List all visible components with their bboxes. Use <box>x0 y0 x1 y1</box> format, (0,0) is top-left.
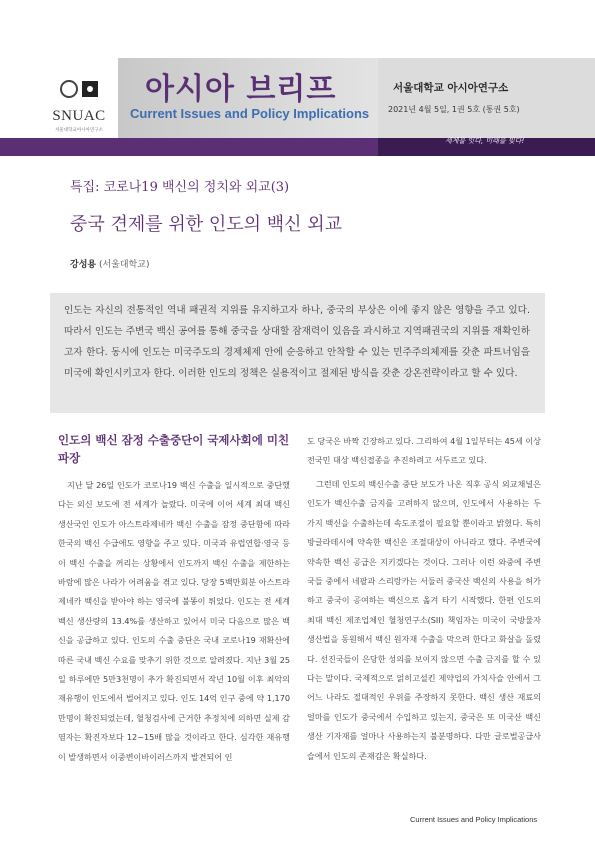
right-column-paragraph-2: 그런데 인도의 백신수출 중단 보도가 나온 직후 공식 외교채널은 인도가 백신수출 금지를 고려하지 않으며, 인도에서 사용하는 두 가지 백신을 수출하는데 속도조절이 필요할 뿐이라고 밝혔다. 특히 방글라데시에 약속한 백신은 조절대상이 아니라고 했다. 주변국에 약속한 백신 공급은 지키겠다는 것이다. 그러나 이런 와중에 주변국들 중에서 네팔과 스리랑카는 서둘러 중국산 백신의 사용을 허가하고 중국이 공여하는 백신으로 옮겨 타기 시작했다. 한편 인도의 최대 백신 제조업체인 혈청연구소(SII) 책임자는 미국이 국방물자생산법을 동원해서 백신 원자재 수출을 막으려 한다고 화살을 돌렸다. 선진국들이 은당한 성의를 보이지 않으면 수출 금지를 할 수 있다는 말이다. 국제적으로 얽히고설킨 제약업의 가치사슬 안에서 그 어느 나라도 절대적인 우위를 주장하지 못한다. 백신 생산 재료의 얼마를 인도가 중국에서 수입하고 있는지, 중국은 또 미국산 백신 생산 기자재를 얼마나 사용하는지 불분명하다. 다만 글로벌공급사슬에서 인도의 존재감은 확실하다. <box>307 479 541 761</box>
right-column-paragraph-1: 도 당국은 바짝 긴장하고 있다. 그리하여 4월 1일부터는 45세 이상 전국민 대상 백신접종을 추진하려고 서두르고 있다. <box>307 436 541 466</box>
section-heading: 인도의 백신 잠정 수출중단이 국제사회에 미친 파장 <box>58 433 290 465</box>
author-affiliation: (서울대학교) <box>98 260 150 270</box>
abstract-box <box>50 293 545 413</box>
masthead-info-panel <box>378 58 595 138</box>
author-line <box>70 257 149 270</box>
logo-mark <box>60 80 98 106</box>
abstract-text: 인도는 자신의 전통적인 역내 패권적 지위를 유지하고자 하나, 중국의 부상은 이에 좋지 않은 영향을 주고 있다. 따라서 인도는 주변국 백신 공여를 통해 중국을 상대할 잠재력이 있음을 과시하고 지역패권국의 지위를 재확인하고자 한다. 동시에 인도는 미국주도의 경제체제 안에 순응하고 안착할 수 있는 민주주의체제를 갖춘 파트너임을 미국에 확인시키고자 한다. 이러한 인도의 정책은 실용적이고 절제된 방식을 갖춘 강온전략이라고 할 수 있다. <box>64 305 530 379</box>
article-title: 중국 견제를 위한 인도의 백신 외교 <box>70 214 343 235</box>
snuac-logo <box>40 80 118 150</box>
brief-title: 아시아 브리프 <box>145 72 337 107</box>
institute-emblem-icon <box>82 81 98 97</box>
page-footer: Current Issues and Policy Implications <box>410 815 538 824</box>
special-series-label: 특집: 코로나19 백신의 정치와 외교(3) <box>70 180 290 195</box>
university-seal-icon <box>60 80 78 98</box>
logo-text: SNUAC <box>52 108 106 124</box>
author-name: 강성용 <box>70 260 97 270</box>
issue-info: 2021년 4월 5일, 1권 5호 (통권 5호) <box>388 105 520 114</box>
left-column-paragraph: 지난 달 26일 인도가 코로나19 백신 수출을 일시적으로 중단했다는 외신 보도에 전 세계가 놀랐다. 미국에 이어 세계 최대 백신 생산국인 인도가 아스트라제네카 백신 수출을 잠정 중단함에 따라 한국의 백신 수급에도 영향을 주고 있다. 미국과 유럽연합·영국 등이 백신 수출을 꺼리는 상황에서 인도까지 백신 수출을 제한하는 바람에 많은 나라가 어려움을 겪고 있다. 당장 5백만회분 아스트라제네카 백신을 받아야 하는 영국에 불똥이 튀었다. 인도는 전 세계 백신 생산량의 13.4%를 생산하고 있어서 미국 다음으로 많은 백신을 공급하고 있다. 인도의 수출 중단은 국내 코로나19 재확산에 따른 국내 백신 수요를 맞추기 위한 것으로 알려졌다. 지난 3월 25일 하루에만 5만3천명이 추가 확진되면서 작년 10월 이후 최악의 재유행이 인도에서 벌어지고 있다. 인도 14억 인구 중에 약 1,170만명이 확진되었는데, 혈청검사에 근거한 추정치에 의하면 실제 감염자는 확진자보다 12~15배 많을 것이라고 한다. 심각한 재유행이 발생하면서 이중변이바이러스까지 발견되어 인 <box>58 480 290 762</box>
institute-name: 서울대학교 아시아연구소 <box>393 82 509 94</box>
motto: 세계를 잇다, 미래를 빚다! <box>445 137 525 145</box>
brief-subtitle: Current Issues and Policy Implications <box>130 106 370 121</box>
logo-subtext: 서울대학교아시아연구소 <box>55 128 103 133</box>
masthead <box>0 0 595 160</box>
